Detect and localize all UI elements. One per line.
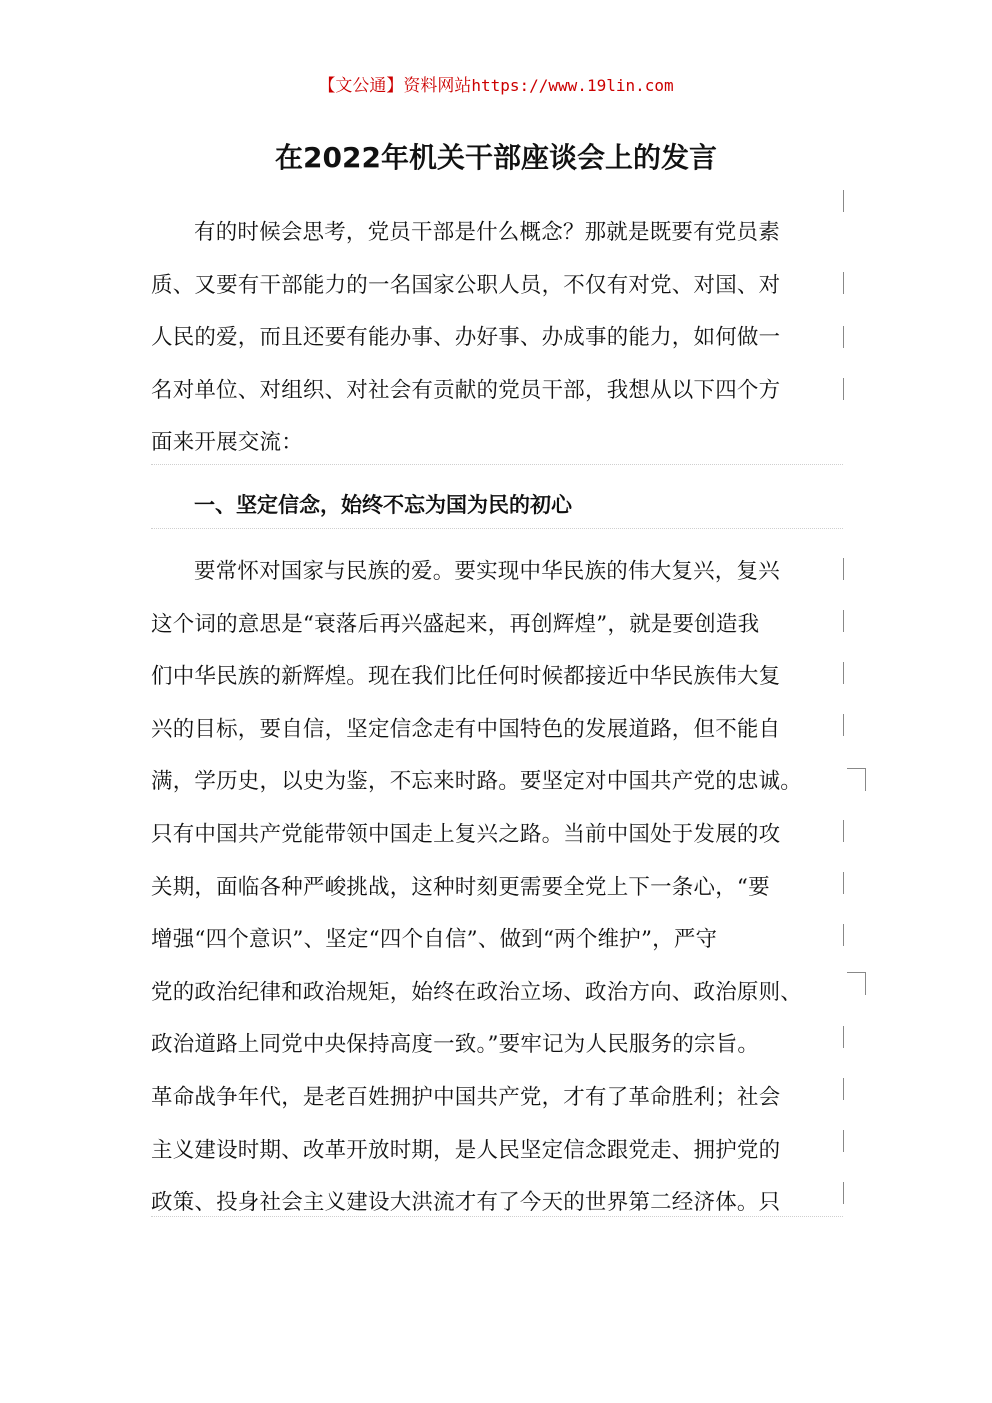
margin-mark <box>843 1130 844 1152</box>
paragraph-line: 满，学历史，以史为鉴，不忘来时路。要坚定对中国共产党的忠诚。 <box>151 769 803 795</box>
margin-mark <box>843 872 844 894</box>
paragraph-divider <box>151 464 843 465</box>
margin-mark <box>843 272 844 294</box>
paragraph-line: 要常怀对国家与民族的爱。要实现中华民族的伟大复兴，复兴 <box>194 559 780 584</box>
section-paragraph <box>151 546 841 1230</box>
margin-mark <box>843 1182 844 1204</box>
paragraph-line: 兴的目标，要自信，坚定信念走有中国特色的发展道路，但不能自 <box>151 716 781 742</box>
margin-corner-mark <box>847 972 866 995</box>
margin-mark <box>843 558 844 580</box>
intro-paragraph <box>151 207 841 470</box>
paragraph-line: 政策、投身社会主义建设大洪流才有了今天的世界第二经济体。只 <box>151 1190 781 1216</box>
paragraph-line: 人民的爱，而且还要有能办事、办好事、办成事的能力，如何做一 <box>151 325 781 351</box>
paragraph-line: 党的政治纪律和政治规矩，始终在政治立场、政治方向、政治原则、 <box>151 979 803 1005</box>
paragraph-line: 增强“四个意识”、坚定“四个自信”、做到“两个维护”，严守 <box>151 927 718 953</box>
document-title: 在2022年机关干部座谈会上的发言 <box>275 141 717 174</box>
paragraph-line: 这个词的意思是“衰落后再兴盛起来，再创辉煌”，就是要创造我 <box>151 611 760 637</box>
page-bottom-divider <box>151 1216 843 1217</box>
margin-mark <box>843 1078 844 1100</box>
margin-mark <box>843 326 844 348</box>
margin-mark <box>843 610 844 632</box>
paragraph-line: 有的时候会思考，党员干部是什么概念？那就是既要有党员素 <box>194 220 780 245</box>
page-header <box>0 74 992 98</box>
paragraph-line: 革命战争年代，是老百姓拥护中国共产党，才有了革命胜利；社会 <box>151 1084 781 1110</box>
margin-mark <box>843 378 844 400</box>
margin-mark <box>843 662 844 684</box>
paragraph-line: 质、又要有干部能力的一名国家公职人员，不仅有对党、对国、对 <box>151 272 781 298</box>
paragraph-line: 政治道路上同党中央保持高度一致。”要牢记为人民服务的宗旨。 <box>151 1032 760 1058</box>
paragraph-line: 关期，面临各种严峻挑战，这种时刻更需要全党上下一条心，“要 <box>151 874 770 900</box>
heading-divider <box>151 528 843 529</box>
margin-mark <box>843 190 844 212</box>
paragraph-line: 面来开展交流： <box>151 430 303 456</box>
section-heading: 一、坚定信念，始终不忘为国为民的初心 <box>194 493 572 517</box>
margin-mark <box>843 820 844 842</box>
paragraph-line: 们中华民族的新辉煌。现在我们比任何时候都接近中华民族伟大复 <box>151 664 781 690</box>
paragraph-line: 主义建设时期、改革开放时期，是人民坚定信念跟党走、拥护党的 <box>151 1137 781 1163</box>
margin-mark <box>843 1026 844 1048</box>
margin-mark <box>843 924 844 946</box>
paragraph-line: 名对单位、对组织、对社会有贡献的党员干部，我想从以下四个方 <box>151 377 781 403</box>
header-site-label: 资料网站 <box>403 76 472 96</box>
header-brand: 【文公通】 <box>318 76 404 96</box>
header-url[interactable]: https://www.19lin.com <box>471 76 674 95</box>
margin-mark <box>843 714 844 736</box>
margin-corner-mark <box>847 768 866 791</box>
paragraph-line: 只有中国共产党能带领中国走上复兴之路。当前中国处于发展的攻 <box>151 821 781 847</box>
